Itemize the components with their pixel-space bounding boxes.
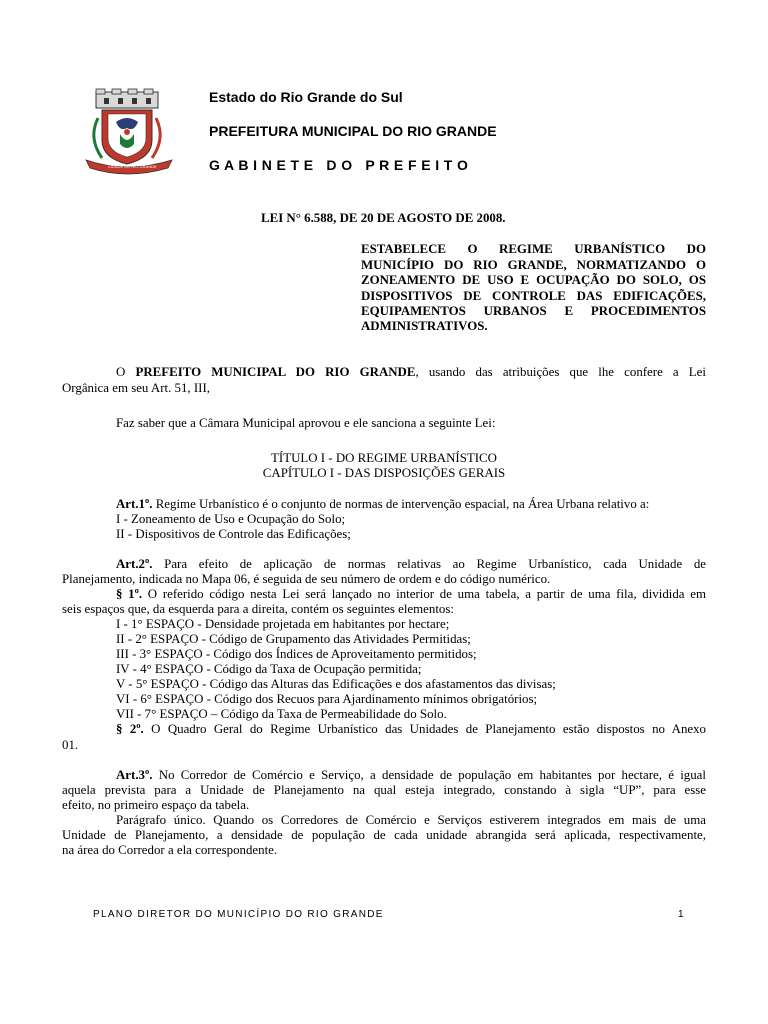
art2-item: VI - 6° ESPAÇO - Código dos Recuos para Ajardinamento mínimos obrigatórios; bbox=[116, 692, 538, 706]
art3-single-line1: Parágrafo único. Quando os Corredores de Comércio e Serviços estiverem integrados em mais de uma bbox=[116, 813, 706, 827]
art2-item: I - 1° ESPAÇO - Densidade projetada em habitantes por hectare; bbox=[116, 617, 450, 631]
title-heading: TÍTULO I - DO REGIME URBANÍSTICO bbox=[271, 451, 497, 465]
art2-item: V - 5° ESPAÇO - Código das Alturas das Edificações e dos afastamentos das divisas; bbox=[116, 677, 556, 691]
ementa-line: ADMINISTRATIVOS. bbox=[361, 319, 488, 333]
ementa-line: ZONEAMENTO DE USO E OCUPAÇÃO DO SOLO, OS bbox=[361, 273, 706, 287]
art3-single-line3: na área do Corredor a ela correspondente. bbox=[62, 843, 278, 857]
preamble-rest: , usando das atribuições que lhe confere a Lei bbox=[415, 365, 706, 379]
art1-text: Regime Urbanístico é o conjunto de normas de intervenção espacial, na Área Urbana relativo a: bbox=[152, 497, 650, 511]
state-name: Estado do Rio Grande do Sul bbox=[209, 89, 403, 105]
art2-p2-text: O Quadro Geral do Regime Urbanístico das Unidades de Planejamento estão dispostos no Anexo bbox=[143, 722, 706, 736]
prefecture-name: PREFEITURA MUNICIPAL DO RIO GRANDE bbox=[209, 123, 497, 139]
art3-line3: efeito, no primeiro espaço da tabela. bbox=[62, 798, 250, 812]
emblem-ribbon-text: CIDADE DO RIO GRANDE bbox=[108, 164, 157, 169]
preamble-line2: Orgânica em seu Art. 51, III, bbox=[62, 381, 210, 395]
art3-text: No Corredor de Comércio e Serviço, a densidade de população em habitantes por hectare, é igual bbox=[152, 768, 706, 782]
chapter-heading: CAPÍTULO I - DAS DISPOSIÇÕES GERAIS bbox=[262, 466, 506, 480]
art2-p1-label: § 1º. bbox=[116, 587, 143, 601]
preamble-start: O bbox=[116, 365, 136, 379]
ementa-line: MUNICÍPIO DO RIO GRANDE, NORMATIZANDO O bbox=[361, 258, 706, 272]
art3-single-line2: Unidade de Planejamento, a densidade de população de cada unidade abrangida será aplicada, respectivamente, bbox=[62, 828, 706, 842]
art2-line1 bbox=[116, 557, 706, 572]
art3-line2: aquela prevista para a Unidade de Planejamento na qual esteja integrado, constando à sigla “UP”, para esse bbox=[62, 783, 706, 797]
art1-label: Art.1º. bbox=[116, 497, 153, 511]
art1-item: I - Zoneamento de Uso e Ocupação do Solo; bbox=[116, 512, 346, 526]
ementa-line: DISPOSITIVOS DE CONTROLE DAS EDIFICAÇÕES, bbox=[361, 289, 706, 303]
art2-line2: Planejamento, indicada no Mapa 06, é seguida de seu número de ordem e do código numérico. bbox=[62, 572, 551, 586]
art2-text: Para efeito de aplicação de normas relativas ao Regime Urbanístico, cada Unidade de bbox=[152, 557, 706, 571]
coat-of-arms-logo bbox=[78, 88, 180, 178]
promulgation-text: Faz saber que a Câmara Municipal aprovou e ele sanciona a seguinte Lei: bbox=[116, 416, 496, 430]
art1-line bbox=[116, 497, 649, 512]
art2-p1-line2: seis espaços que, da esquerda para a direita, contém os seguintes elementos: bbox=[62, 602, 454, 616]
art3-label: Art.3º. bbox=[116, 768, 153, 782]
law-title: LEI N° 6.588, DE 20 DE AGOSTO DE 2008. bbox=[261, 211, 506, 225]
preamble-paragraph bbox=[116, 365, 706, 380]
art2-p1-line1 bbox=[116, 587, 706, 602]
art2-item: VII - 7° ESPAÇO – Código da Taxa de Permeabilidade do Solo. bbox=[116, 707, 447, 721]
cabinet-name: G A B I N E T E D O P R E F E I T O bbox=[209, 157, 469, 173]
footer-title: PLANO DIRETOR DO MUNICÍPIO DO RIO GRANDE bbox=[93, 909, 384, 920]
ementa-line: ESTABELECE O REGIME URBANÍSTICO DO bbox=[361, 242, 706, 256]
ementa-line: EQUIPAMENTOS URBANOS E PROCEDIMENTOS bbox=[361, 304, 706, 318]
art2-item: III - 3° ESPAÇO - Código dos Índices de Aproveitamento permitidos; bbox=[116, 647, 477, 661]
preamble-prefeito: PREFEITO MUNICIPAL DO RIO GRANDE bbox=[135, 365, 416, 379]
art2-p2-line1 bbox=[116, 722, 706, 737]
art2-label: Art.2º. bbox=[116, 557, 153, 571]
art3-line1 bbox=[116, 768, 706, 783]
art2-p2-label: § 2º. bbox=[116, 722, 144, 736]
art2-p2-line2: 01. bbox=[62, 738, 79, 752]
art1-item: II - Dispositivos de Controle das Edificações; bbox=[116, 527, 351, 541]
page-number: 1 bbox=[678, 909, 684, 920]
art2-item: II - 2° ESPAÇO - Código de Grupamento das Atividades Permitidas; bbox=[116, 632, 471, 646]
art2-item: IV - 4° ESPAÇO - Código da Taxa de Ocupação permitida; bbox=[116, 662, 422, 676]
art2-p1-text: O referido código nesta Lei será lançado no interior de uma tabela, a partir de uma fila, dividida em bbox=[142, 587, 706, 601]
